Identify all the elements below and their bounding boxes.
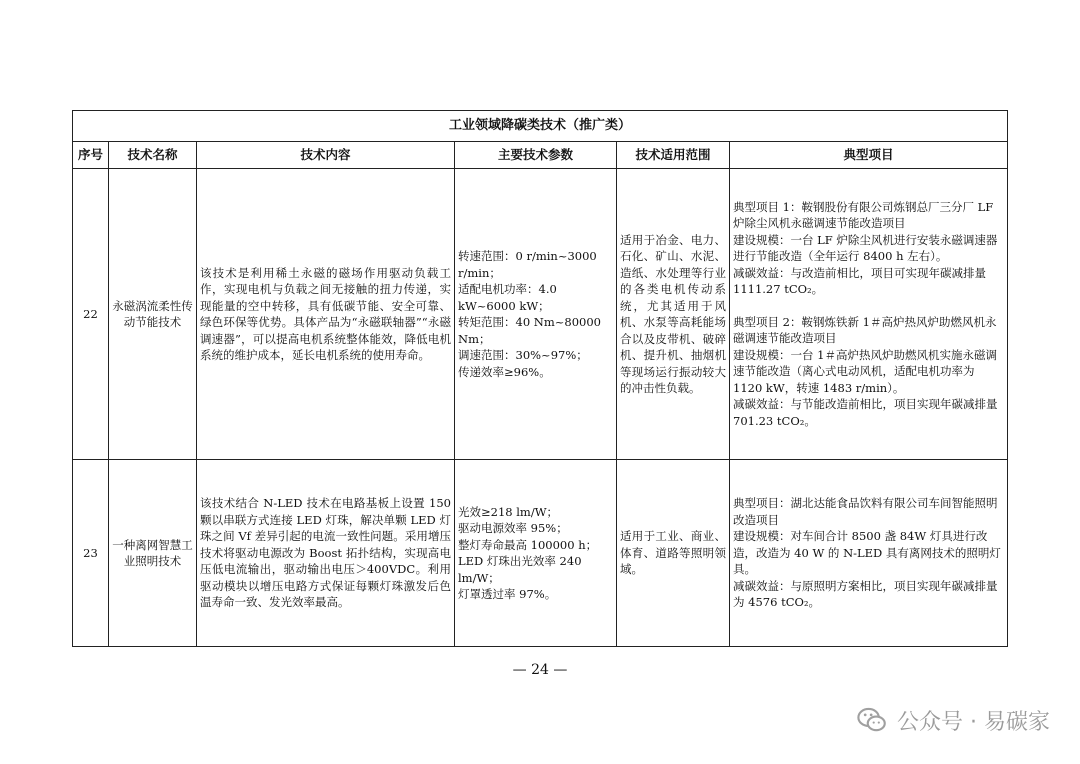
param-line: 整灯寿命最高 100000 h； [458, 537, 598, 552]
watermark-text: 公众号 · 易碳家 [897, 709, 1050, 735]
column-header-name: 技术名称 [109, 142, 197, 169]
row-number: 22 [73, 169, 109, 460]
param-line: 光效≥218 lm/W； [458, 504, 559, 519]
table-row [73, 169, 1008, 460]
column-header-params: 主要技术参数 [455, 142, 617, 169]
typical-projects [730, 169, 1008, 460]
column-header-projects: 典型项目 [730, 142, 1008, 169]
column-header-row [73, 142, 1008, 169]
project-block [733, 199, 1004, 298]
column-header-content: 技术内容 [197, 142, 455, 169]
project-benefit: 减碳效益：与改造前相比，项目可实现年碳减排量 1111.27 tCO₂。 [733, 265, 986, 297]
technology-table [72, 110, 1008, 647]
technology-scope: 适用于冶金、电力、石化、矿山、水泥、造纸、水处理等行业的各类电机传动系统，尤其适用于风机、水泵等高耗能场合以及皮带机、破碎机、提升机、抽烟机等现场运行振动较大的冲击性负载。 [617, 169, 730, 460]
technology-name: 永磁涡流柔性传动节能技术 [109, 169, 197, 460]
project-benefit: 减碳效益：与节能改造前相比，项目实现年碳减排量 701.23 tCO₂。 [733, 397, 998, 428]
param-line: 传递效率≥96%。 [458, 364, 551, 379]
technology-params [455, 460, 617, 647]
technology-params [455, 169, 617, 460]
param-line: 调速范围：30%~97%； [458, 348, 588, 362]
project-title: 典型项目 1：鞍钢股份有限公司炼钢总厂三分厂 LF 炉除尘风机永磁调速节能改造项目 [733, 199, 994, 231]
param-line: 转矩范围：40 Nm~80000 Nm； [458, 315, 601, 346]
project-scale: 建设规模：一台 1＃高炉热风炉助燃风机实施永磁调速节能改造（离心式电动风机，适配电机功率为 1120 kW，转速 1483 r/min）。 [733, 347, 997, 395]
project-block [733, 495, 1004, 611]
row-number: 23 [73, 460, 109, 647]
column-header-scope: 技术适用范围 [617, 142, 730, 169]
wechat-icon [855, 703, 889, 737]
page-number: — 24 — [512, 662, 568, 678]
technology-name: 一种离网智慧工业照明技术 [109, 460, 197, 647]
table-title: 工业领域降碳类技术（推广类） [73, 111, 1008, 142]
project-scale: 建设规模：一台 LF 炉除尘风机进行安装永磁调速器进行节能改造（全年运行 8400 h 左右）。 [733, 232, 998, 264]
param-line: 驱动电源效率 95%； [458, 521, 568, 535]
column-header-number: 序号 [73, 142, 109, 169]
project-title: 典型项目 2：鞍钢炼铁新 1＃高炉热风炉助燃风机永磁调速节能改造项目 [733, 314, 997, 346]
technology-content: 该技术结合 N-LED 技术在电路基板上设置 150 颗以串联方式连接 LED 灯珠，解决单颗 LED 灯珠之间 Vf 差异引起的电流一致性问题。采用增压技术将驱动电源改为 Boost 拓扑结构，实现高电压低电流输出，驱动输出电压＞400VDC。利用驱动模块以增压电路方式保证每颗灯珠激发后色温寿命一致、发光效率最高。 [197, 460, 455, 647]
param-line: 转速范围：0 r/min~3000 r/min； [458, 249, 597, 280]
table-row [73, 460, 1008, 647]
technology-scope: 适用于工业、商业、体育、道路等照明领域。 [617, 460, 730, 647]
project-scale: 建设规模：对车间合计 8500 盏 84W 灯具进行改造，改造为 40 W 的 N-LED 具有离网技术的照明灯具。 [733, 529, 1001, 577]
typical-projects [730, 460, 1008, 647]
watermark [855, 700, 1050, 740]
param-line: LED 灯珠出光效率 240 lm/W； [458, 554, 582, 585]
project-block [733, 314, 1004, 430]
project-title: 典型项目：湖北达能食品饮料有限公司车间智能照明改造项目 [733, 496, 998, 527]
technology-content: 该技术是利用稀土永磁的磁场作用驱动负载工作，实现电机与负载之间无接触的扭力传递，实现能量的空中转移，具有低碳节能、安全可靠、绿色环保等优势。具体产品为“永磁联轴器”“永磁调速器”，可以提高电机系统整体能效，降低电机系统的维护成本，延长电机系统的使用寿命。 [197, 169, 455, 460]
param-line: 灯罩透过率 97%。 [458, 587, 557, 601]
param-line: 适配电机功率：4.0 kW~6000 kW； [458, 282, 557, 313]
project-benefit: 减碳效益：与原照明方案相比，项目实现年碳减排量为 4576 tCO₂。 [733, 578, 998, 610]
document-frame [72, 110, 1007, 647]
